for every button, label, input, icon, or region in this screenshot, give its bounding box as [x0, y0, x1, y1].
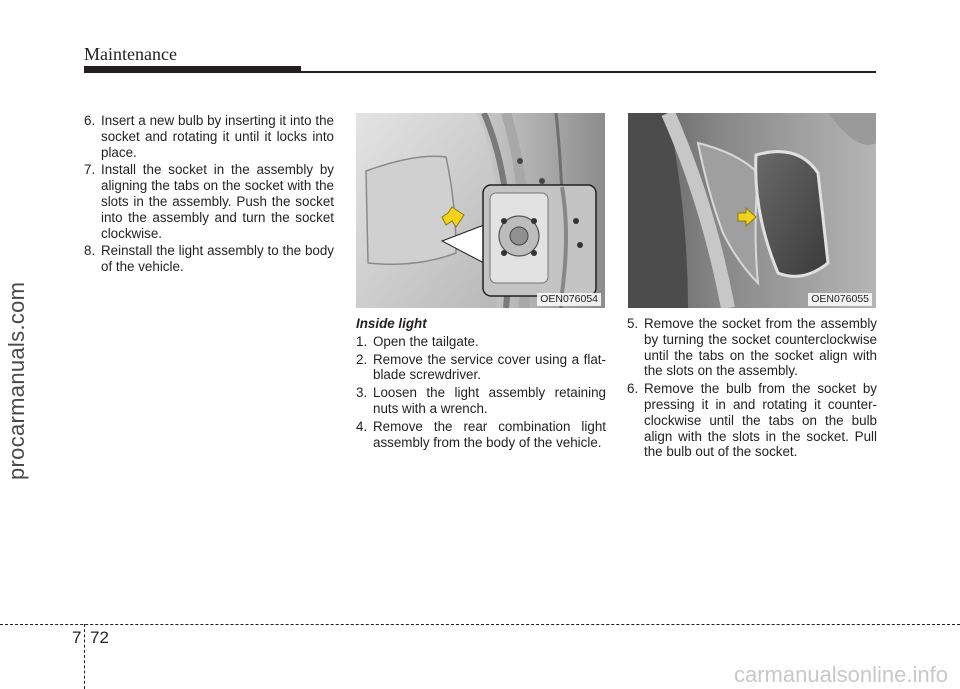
step-item	[356, 385, 606, 417]
step-number: 6.	[627, 381, 639, 397]
column-1	[84, 113, 334, 277]
step-number: 3.	[356, 385, 368, 401]
step-item	[84, 243, 334, 275]
step-item	[84, 113, 334, 160]
header-rule-thick	[84, 66, 301, 73]
page-number: 72	[90, 628, 109, 647]
step-item	[356, 334, 606, 350]
step-item	[84, 162, 334, 241]
footer-rule	[0, 624, 960, 625]
figure-code: OEN076055	[808, 293, 872, 306]
header-rule-thin	[301, 71, 876, 73]
step-number: 5.	[627, 316, 639, 331]
section-title: Maintenance	[84, 44, 177, 64]
step-text: Reinstall the light assembly to the body of the vehicle.	[101, 243, 334, 275]
watermark-bottom: carmanualsonline.info	[733, 662, 948, 687]
step-item	[356, 419, 606, 451]
step-text: Insert a new bulb by inserting it into the socket and rotating it until it locks into place.	[101, 113, 334, 160]
step-number: 6.	[84, 113, 96, 128]
step-number: 7.	[84, 162, 96, 178]
step-text: Remove the bulb from the socket by pressing it in and rotating it counter-clockwise until the tabs on the bulb align with the slots in the socket. Pull the bulb out of the socket.	[644, 381, 877, 460]
figure-light-assembly	[628, 113, 876, 308]
step-number: 4.	[356, 418, 368, 434]
footer-divider	[84, 624, 85, 689]
step-text: Loosen the light assembly retaining nuts with a wrench.	[373, 385, 606, 416]
step-text: Open the tailgate.	[373, 333, 479, 349]
tailgate-illustration	[356, 113, 605, 308]
step-number: 1.	[356, 333, 368, 349]
light-assembly-illustration	[628, 113, 876, 308]
figure-tailgate-inside	[356, 113, 605, 308]
step-item	[356, 352, 606, 384]
step-text: Remove the socket from the assembly by turning the socket counterclockwise until the tabs on the socket align with the slots on the assembly.	[644, 316, 877, 379]
watermark-left: procarmanuals.com	[4, 281, 29, 480]
step-text: Remove the service cover using a flat-blade screwdriver.	[373, 351, 606, 383]
column-2	[356, 316, 606, 452]
step-item	[627, 381, 877, 460]
figure-code: OEN076054	[537, 293, 601, 306]
chapter-number: 7	[72, 628, 82, 647]
step-text: Remove the rear combination light assembly from the body of the vehicle.	[373, 418, 606, 450]
step-number: 2.	[356, 351, 368, 367]
step-number: 8.	[84, 243, 96, 259]
step-item	[627, 316, 877, 379]
step-text: Install the socket in the assembly by aligning the tabs on the socket with the slots in the assembly. Push the socket into the assembly and turn the socket clockwise.	[101, 162, 334, 241]
column-3	[627, 316, 877, 462]
subheading: Inside light	[356, 316, 427, 331]
